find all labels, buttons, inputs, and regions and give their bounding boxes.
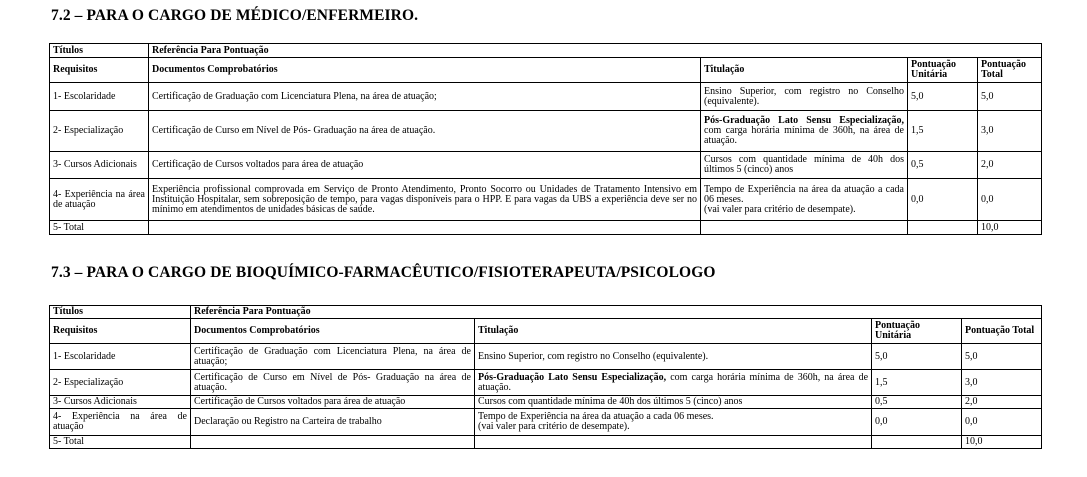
table-subheader-row bbox=[50, 319, 1042, 344]
pontuacao-unitaria-cell: 0,0 bbox=[872, 409, 962, 436]
documento-cell: Experiência profissional comprovada em Serviço de Pronto Atendimento, Pronto Socorro ou Unidades de Tratamento Intensivo em Instituição Hospitalar, sem sobreposição de tempo, para vagas disponíveis para o HPP. E para vagas da UBS a experiência deve ser no mínimo em atendimentos de unidades básicas de saúde. bbox=[149, 179, 701, 221]
titulacao-cell: Cursos com quantidade mínima de 40h dos últimos 5 (cinco) anos bbox=[701, 152, 908, 179]
score-table-medico-enfermeiro bbox=[49, 43, 1042, 235]
header-referencia: Referência Para Pontuação bbox=[149, 44, 1042, 58]
table-row bbox=[50, 396, 1042, 409]
documento-cell: Certificação de Graduação com Licenciatura Plena, na área de atuação; bbox=[149, 83, 701, 111]
pontuacao-total-cell: 10,0 bbox=[978, 221, 1042, 235]
titulacao-cell bbox=[475, 370, 872, 396]
pontuacao-unitaria-cell: 0,5 bbox=[908, 152, 978, 179]
pontuacao-unitaria-cell: 0,0 bbox=[908, 179, 978, 221]
pontuacao-total-cell: 10,0 bbox=[962, 436, 1042, 449]
documento-cell: Certificação de Curso em Nível de Pós- Graduação na área de atuação. bbox=[191, 370, 475, 396]
requisito-cell: 1- Escolaridade bbox=[50, 344, 191, 370]
pontuacao-total-cell: 5,0 bbox=[962, 344, 1042, 370]
titulacao-text: com carga horária mínima de 360h, na área de atuação. bbox=[478, 371, 869, 393]
requisito-cell: 2- Especialização bbox=[50, 111, 149, 152]
titulacao-cell bbox=[701, 111, 908, 152]
titulacao-bold-text: Pós-Graduação Lato Sensu Especialização, bbox=[704, 115, 904, 126]
titulacao-note: (vai valer para critério de desempate). bbox=[478, 421, 630, 432]
empty-cell bbox=[149, 221, 701, 235]
empty-cell bbox=[475, 436, 872, 449]
pontuacao-unitaria-cell: 5,0 bbox=[872, 344, 962, 370]
table-row bbox=[50, 344, 1042, 370]
empty-cell bbox=[191, 436, 475, 449]
table-header-row bbox=[50, 306, 1042, 319]
titulacao-text: com carga horária mínima de 360h, na área de atuação. bbox=[704, 125, 904, 146]
empty-cell bbox=[908, 221, 978, 235]
section-heading-7-3: 7.3 – PARA O CARGO DE BIOQUÍMICO-FARMACÊUTICO/FISIOTERAPEUTA/PSICOLOGO bbox=[51, 264, 716, 281]
pontuacao-total-cell: 5,0 bbox=[978, 83, 1042, 111]
titulacao-cell: Cursos com quantidade mínima de 40h dos últimos 5 (cinco) anos bbox=[475, 396, 872, 409]
requisito-cell: 4- Experiência na área de atuação bbox=[50, 409, 191, 436]
table-row bbox=[50, 370, 1042, 396]
table-total-row bbox=[50, 221, 1042, 235]
titulacao-note: (vai valer para critério de desempate). bbox=[704, 203, 856, 215]
requisito-cell: 1- Escolaridade bbox=[50, 83, 149, 111]
pontuacao-total-cell: 3,0 bbox=[962, 370, 1042, 396]
pontuacao-unitaria-cell: 5,0 bbox=[908, 83, 978, 111]
pontuacao-unitaria-cell: 1,5 bbox=[872, 370, 962, 396]
table-header-row bbox=[50, 44, 1042, 58]
requisito-cell: 3- Cursos Adicionais bbox=[50, 396, 191, 409]
header-unitaria: Pontuação Unitária bbox=[872, 319, 962, 344]
empty-cell bbox=[872, 436, 962, 449]
titulacao-bold-text: Pós-Graduação Lato Sensu Especialização, bbox=[478, 371, 667, 383]
titulacao-cell: Ensino Superior, com registro no Conselho (equivalente). bbox=[475, 344, 872, 370]
empty-cell bbox=[701, 221, 908, 235]
requisito-cell: 2- Especialização bbox=[50, 370, 191, 396]
titulacao-cell: Ensino Superior, com registro no Conselho (equivalente). bbox=[701, 83, 908, 111]
table-row bbox=[50, 83, 1042, 111]
table-subheader-row bbox=[50, 58, 1042, 83]
header-titulos: Títulos bbox=[50, 306, 191, 319]
pontuacao-total-cell: 2,0 bbox=[962, 396, 1042, 409]
pontuacao-total-cell: 0,0 bbox=[978, 179, 1042, 221]
table-row bbox=[50, 111, 1042, 152]
header-unitaria: Pontuação Unitária bbox=[908, 58, 978, 83]
pontuacao-total-cell: 2,0 bbox=[978, 152, 1042, 179]
header-titulacao: Titulação bbox=[475, 319, 872, 344]
requisito-cell: 3- Cursos Adicionais bbox=[50, 152, 149, 179]
requisito-cell: 5- Total bbox=[50, 221, 149, 235]
documento-cell: Declaração ou Registro na Carteira de trabalho bbox=[191, 409, 475, 436]
pontuacao-total-cell: 0,0 bbox=[962, 409, 1042, 436]
pontuacao-unitaria-cell: 0,5 bbox=[872, 396, 962, 409]
score-table-bioquimico-farmaceutico bbox=[49, 305, 1042, 449]
table-total-row bbox=[50, 436, 1042, 449]
table-row bbox=[50, 179, 1042, 221]
titulacao-cell bbox=[475, 409, 872, 436]
header-titulos: Títulos bbox=[50, 44, 149, 58]
header-documentos: Documentos Comprobatórios bbox=[149, 58, 701, 83]
header-titulacao: Titulação bbox=[701, 58, 908, 83]
documento-cell: Certificação de Curso em Nível de Pós- Graduação na área de atuação. bbox=[149, 111, 701, 152]
header-requisitos: Requisitos bbox=[50, 319, 191, 344]
pontuacao-unitaria-cell: 1,5 bbox=[908, 111, 978, 152]
requisito-cell: 4- Experiência na área de atuação bbox=[50, 179, 149, 221]
header-referencia: Referência Para Pontuação bbox=[191, 306, 1042, 319]
section-heading-7-2: 7.2 – PARA O CARGO DE MÉDICO/ENFERMEIRO. bbox=[51, 7, 419, 24]
titulacao-text: Tempo de Experiência na área da atuação a cada 06 meses. bbox=[704, 183, 904, 205]
table-row bbox=[50, 409, 1042, 436]
documento-cell: Certificação de Graduação com Licenciatura Plena, na área de atuação; bbox=[191, 344, 475, 370]
documento-cell: Certificação de Cursos voltados para área de atuação bbox=[191, 396, 475, 409]
header-requisitos: Requisitos bbox=[50, 58, 149, 83]
documento-cell: Certificação de Cursos voltados para área de atuação bbox=[149, 152, 701, 179]
requisito-cell: 5- Total bbox=[50, 436, 191, 449]
pontuacao-total-cell: 3,0 bbox=[978, 111, 1042, 152]
table-row bbox=[50, 152, 1042, 179]
titulacao-cell bbox=[701, 179, 908, 221]
header-documentos: Documentos Comprobatórios bbox=[191, 319, 475, 344]
header-total: Pontuação Total bbox=[962, 319, 1042, 344]
header-total: Pontuação Total bbox=[978, 58, 1042, 83]
titulacao-text: Tempo de Experiência na área da atuação a cada 06 meses. bbox=[478, 411, 714, 422]
